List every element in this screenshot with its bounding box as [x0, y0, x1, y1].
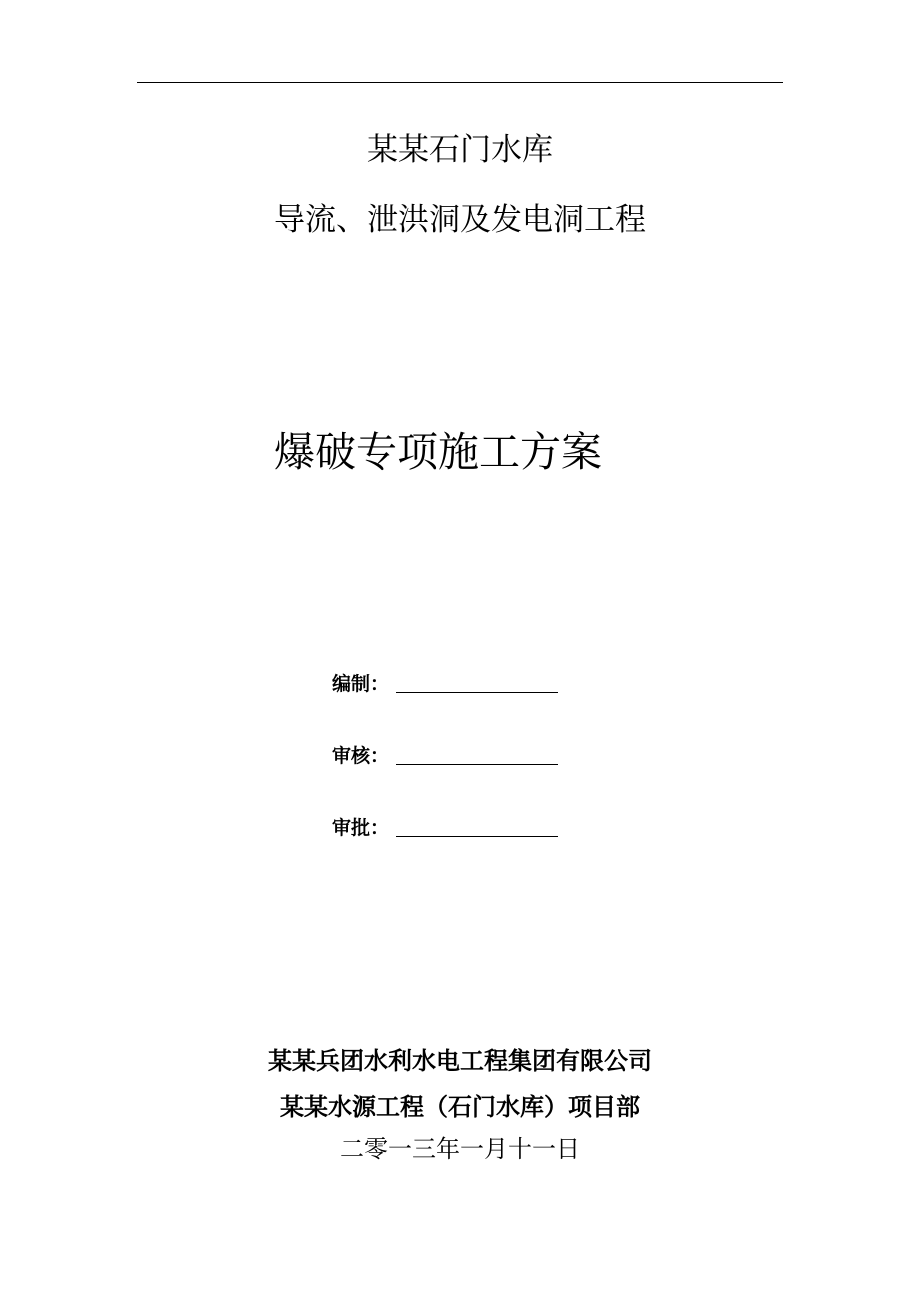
signature-row-approved: [332, 814, 558, 840]
signature-label-reviewed: 审核：: [332, 745, 390, 767]
project-subtitle: 导流、泄洪洞及发电洞工程: [274, 202, 646, 238]
header-rule: [137, 82, 783, 83]
signature-row-reviewed: [332, 742, 558, 768]
company-name: 某某兵团水利水电工程集团有限公司: [268, 1047, 652, 1075]
document-title: 爆破专项施工方案: [274, 428, 602, 476]
signature-label-compiled: 编制：: [332, 673, 390, 695]
document-date: 二零一三年一月十一日: [340, 1135, 580, 1163]
project-name: 某某石门水库: [367, 132, 553, 168]
department-name: 某某水源工程（石门水库）项目部: [280, 1093, 640, 1121]
signature-line-compiled: [396, 692, 558, 693]
signature-row-compiled: [332, 670, 558, 696]
signature-line-reviewed: [396, 764, 558, 765]
signature-label-approved: 审批：: [332, 817, 390, 839]
signature-line-approved: [396, 836, 558, 837]
